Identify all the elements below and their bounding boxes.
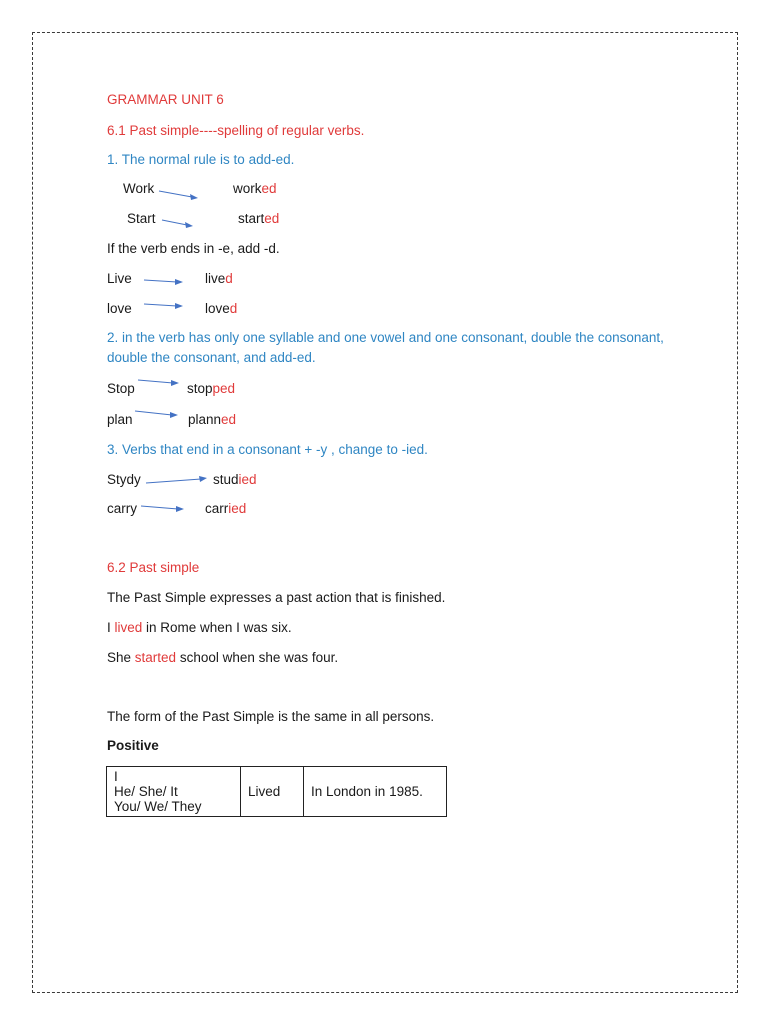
section-6-2-heading: 6.2 Past simple <box>107 560 200 575</box>
example-row-carry <box>107 501 137 516</box>
past-stem: stud <box>213 472 239 487</box>
example-sentence-1 <box>107 620 292 635</box>
page-border <box>32 32 738 993</box>
past-ending: d <box>225 271 233 286</box>
arrow-icon <box>140 503 186 515</box>
subject-he-she-it: He/ She/ It <box>114 784 178 799</box>
arrow-icon <box>143 276 185 288</box>
arrow-icon <box>134 408 180 420</box>
table-row <box>107 767 447 817</box>
past-stem: love <box>205 301 230 316</box>
past-ending: ed <box>264 211 280 226</box>
base-verb: Stop <box>107 381 135 396</box>
arrow-icon <box>158 188 200 202</box>
past-form-studied <box>213 472 257 487</box>
past-stem: start <box>238 211 265 226</box>
past-ending: ped <box>212 381 236 396</box>
past-stem: live <box>205 271 226 286</box>
example-row-love <box>107 301 132 316</box>
subject-i: I <box>114 769 118 784</box>
rule-3: 3. Verbs that end in a consonant + -y , change to -ied. <box>107 442 428 457</box>
rule-2: 2. in the verb has only one syllable and one vowel and one consonant, double the consonant, double the consonant, and add-ed. <box>107 330 664 365</box>
past-simple-description: The Past Simple expresses a past action that is finished. <box>107 590 446 605</box>
past-stem: work <box>233 181 262 196</box>
past-stem: plann <box>188 412 222 427</box>
section-6-1-heading: 6.1 Past simple----spelling of regular verbs. <box>107 123 365 138</box>
unit-title: GRAMMAR UNIT 6 <box>107 92 224 107</box>
rule-1b: If the verb ends in -e, add -d. <box>107 241 280 256</box>
base-verb: love <box>107 301 132 316</box>
past-form-planned <box>188 412 236 427</box>
complement-cell: In London in 1985. <box>304 767 447 817</box>
sentence-text: I <box>107 620 115 635</box>
example-row-work <box>123 181 154 196</box>
sentence-text: She <box>107 650 135 665</box>
sentence-verb: started <box>134 650 177 665</box>
rule-1: 1. The normal rule is to add-ed. <box>107 152 295 167</box>
arrow-icon <box>145 474 209 488</box>
base-verb: Work <box>123 181 155 196</box>
example-row-stop <box>107 381 135 396</box>
past-form-worked <box>233 181 277 196</box>
base-verb: Start <box>127 211 156 226</box>
example-row-plan <box>107 412 133 427</box>
base-verb: Live <box>107 271 132 286</box>
sentence-text: school when she was four. <box>176 650 339 665</box>
example-row-start <box>127 211 156 226</box>
example-row-stydy <box>107 472 141 487</box>
past-ending: ied <box>238 472 257 487</box>
past-stem: stop <box>187 381 213 396</box>
subjects-cell <box>107 767 241 817</box>
verb-cell: Lived <box>241 767 304 817</box>
base-verb: Stydy <box>107 472 141 487</box>
form-note: The form of the Past Simple is the same in all persons. <box>107 709 435 724</box>
example-row-live <box>107 271 132 286</box>
base-verb: carry <box>107 501 137 516</box>
arrow-icon <box>137 377 181 389</box>
arrow-icon <box>143 300 185 312</box>
past-form-carried <box>205 501 246 516</box>
past-ending: ied <box>228 501 247 516</box>
positive-form-table <box>106 766 447 817</box>
past-form-started <box>238 211 279 226</box>
past-form-loved <box>205 301 237 316</box>
past-stem: carr <box>205 501 229 516</box>
sentence-verb: lived <box>114 620 143 635</box>
sentence-text: in Rome when I was six. <box>142 620 292 635</box>
arrow-icon <box>161 217 195 231</box>
past-form-lived <box>205 271 233 286</box>
base-verb: plan <box>107 412 133 427</box>
example-sentence-2 <box>107 650 338 665</box>
past-ending: ed <box>261 181 277 196</box>
positive-label: Positive <box>107 738 159 753</box>
past-ending: ed <box>221 412 237 427</box>
past-form-stopped <box>187 381 235 396</box>
past-ending: d <box>229 301 238 316</box>
subject-you-we-they: You/ We/ They <box>114 799 202 814</box>
